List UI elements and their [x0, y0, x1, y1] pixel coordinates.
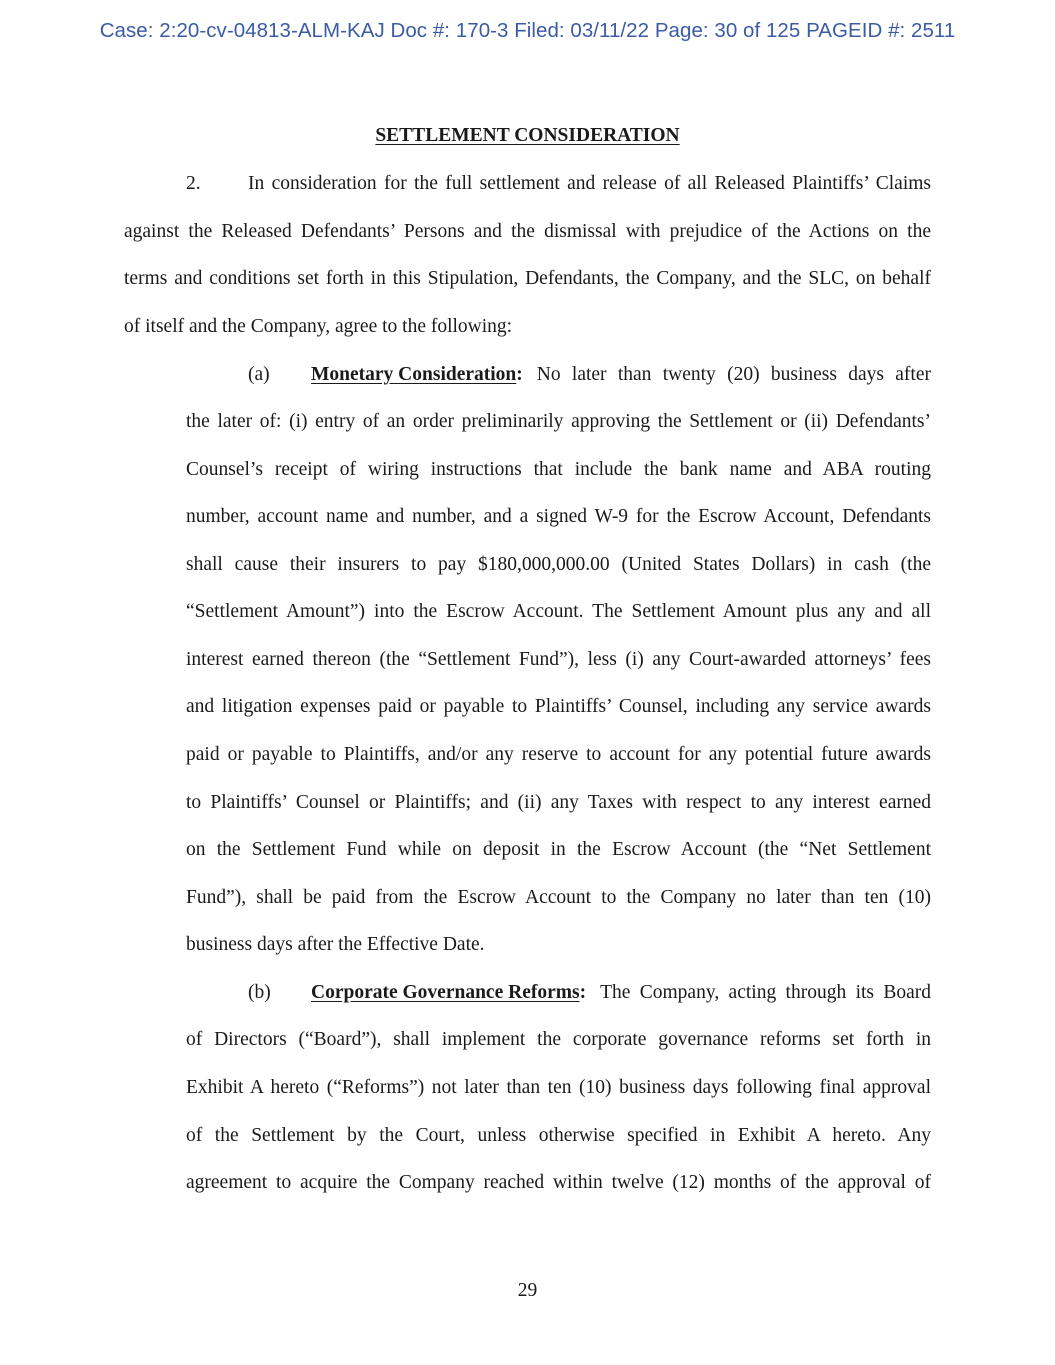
- item-line: interest earned thereon (the “Settlement Fund”), less (i) any Court-awarded attorneys’ fees: [186, 649, 931, 670]
- item-line: agreement to acquire the Company reached within twelve (12) months of the approval of: [186, 1172, 931, 1193]
- item-heading: Monetary Consideration: [311, 364, 517, 385]
- item-heading-line: [311, 981, 931, 1005]
- item-heading: Corporate Governance Reforms: [311, 982, 580, 1003]
- page-number: 29: [517, 1280, 538, 1301]
- item-line: on the Settlement Fund while on deposit in the Escrow Account (the “Net Settlement: [186, 839, 931, 860]
- item-line: Counsel’s receipt of wiring instructions that include the bank name and ABA routing: [186, 459, 931, 480]
- paragraph-line: In consideration for the full settlement and release of all Released Plaintiffs’ Claims: [248, 173, 931, 194]
- item-line: shall cause their insurers to pay $180,000,000.00 (United States Dollars) in cash (the: [186, 554, 931, 575]
- item-heading-line: [311, 363, 931, 387]
- item-label: (a): [248, 364, 270, 385]
- item-first-line-text: No later than twenty (20) business days after: [536, 364, 931, 385]
- item-first-line-text: The Company, acting through its Board: [600, 982, 931, 1003]
- section-title: SETTLEMENT CONSIDERATION: [375, 125, 680, 146]
- item-line: number, account name and number, and a signed W-9 for the Escrow Account, Defendants: [186, 506, 931, 527]
- paragraph-number: 2.: [186, 173, 201, 194]
- item-line: “Settlement Amount”) into the Escrow Account. The Settlement Amount plus any and all: [186, 601, 931, 622]
- item-line: to Plaintiffs’ Counsel or Plaintiffs; and (ii) any Taxes with respect to any interest earned: [186, 792, 931, 813]
- item-line: the later of: (i) entry of an order preliminarily approving the Settlement or (ii) Defendants’: [186, 411, 931, 432]
- item-label: (b): [248, 982, 271, 1003]
- item-line: Fund”), shall be paid from the Escrow Account to the Company no later than ten (10): [186, 887, 931, 908]
- case-header: Case: 2:20-cv-04813-ALM-KAJ Doc #: 170-3 Filed: 03/11/22 Page: 30 of 125 PAGEID #: 2511: [99, 19, 956, 42]
- item-line: paid or payable to Plaintiffs, and/or any reserve to account for any potential future awards: [186, 744, 931, 765]
- paragraph-line: terms and conditions set forth in this Stipulation, Defendants, the Company, and the SLC, on behalf: [124, 268, 931, 289]
- heading-colon: :: [579, 982, 587, 1003]
- item-line: of the Settlement by the Court, unless otherwise specified in Exhibit A hereto. Any: [186, 1125, 931, 1146]
- heading-colon: :: [516, 364, 523, 385]
- paragraph-line: of itself and the Company, agree to the following:: [124, 316, 513, 337]
- item-line: business days after the Effective Date.: [186, 934, 485, 955]
- item-line: Exhibit A hereto (“Reforms”) not later than ten (10) business days following final approval: [186, 1077, 931, 1098]
- item-line: of Directors (“Board”), shall implement the corporate governance reforms set forth in: [186, 1029, 931, 1050]
- item-line: and litigation expenses paid or payable to Plaintiffs’ Counsel, including any service awards: [186, 696, 931, 717]
- paragraph-line: against the Released Defendants’ Persons and the dismissal with prejudice of the Actions on the: [124, 221, 931, 242]
